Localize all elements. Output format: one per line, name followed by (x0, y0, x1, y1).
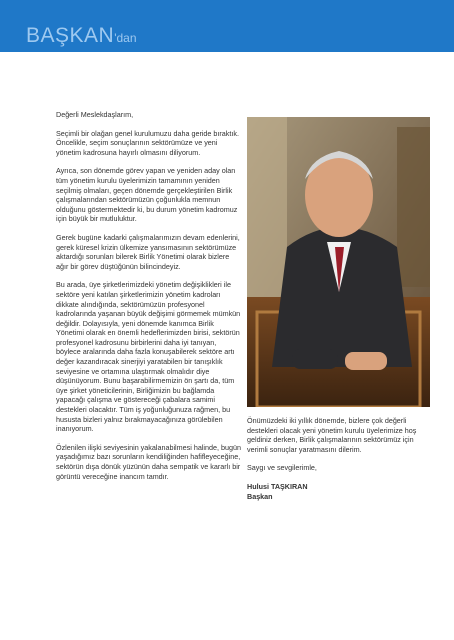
page-title-suffix: 'dan (114, 31, 137, 45)
paragraph: Seçimli bir olağan genel kurulumuzu daha geride bıraktık. Öncelikle, seçim sonuçlarının sektörümüze ve yeni yönetim kadrosuna hayırlı olmasını diliyorum. (56, 128, 239, 157)
page-title (26, 24, 137, 48)
paragraph: Özlenilen ilişki seviyesinin yakalanabilmesi halinde, bugün yaşadığımız bazı sorunların kendiliğinden hafifleyeceğine, sektörün dışa dönük yüzünün daha sempatik ve kararlı bir görüntü vereceğine inancım tamdır. (56, 442, 241, 481)
closing: Saygı ve sevgilerimle, (247, 463, 317, 473)
paragraph: Gerek bugüne kadarki çalışmalarımızın devam edenlerini, gerek küresel krizin ülkemize yansımasının sektörümüze aktardığı sorunları bilerek Birlik Yönetimi olarak bizlere ağır bir görev düştüğünün bilincindeyiz. (56, 232, 240, 271)
letter-left-column (56, 110, 242, 490)
greeting: Değerli Meslekdaşlarım, (56, 110, 134, 119)
paragraph: Bu arada, üye şirketlerimizdeki yönetim değişiklikleri ile sektöre yeni katılan şirketlerimizin yönetim kadroları dikkate alındığında, sektörümüzün profesyonel kadrolarında yaşanan büyük değişimi görmemek mümkün değildir. Dolayısıyla, yeni dönemde kanımca Birlik Yönetimi olarak en önemli hedeflerimizden birisi, sektörün profesyonel kadrosunu birbirlerini daha iyi tanıyan, böylece aralarında daha fazla konuşabilerek sektöre artı değer kazandıracak sinerjiyi yaratabilen bir tanışıklık seviyesine ve ortamına ulaştırmak olmalıdır diye düşünüyorum. Bunu başarabilirmemizin ön şartı da, tüm üye şirket yöneticilerinin, Birliğimizin bu bağlamda yapacağı çalışma ve göstereceği çabalara samimi destekleri olacaktır. Tüm iş yoğunluğunuza rağmen, bu hususta bizleri yalnız bırakmayacağınıza görülebilen inanıyorum. (56, 280, 241, 434)
president-photo (247, 117, 430, 407)
signature-title: Başkan (247, 491, 273, 501)
signature (247, 482, 431, 501)
page-title-main: BAŞKAN (26, 24, 115, 47)
letter-right-column (247, 416, 431, 510)
header-bar (0, 0, 454, 52)
portrait-image (247, 117, 430, 407)
paragraph: Önümüzdeki iki yıllık dönemde, bizlere çok değerli destekleri olacak yeni yönetim kurulu üyelerimize hoş geldiniz derken, Birlik çalışmalarının sektörümüz için verimli sonuçlar yaratmasını dilerim. (247, 416, 417, 454)
signature-name: Hulusi TAŞKIRAN (247, 481, 308, 491)
paragraph: Ayrıca, son dönemde görev yapan ve yeniden aday olan tüm yönetim kurulu üyelerimizin tamamının yeniden seçilmiş olmaları, geçen dönemde gerçekleştirilen Birlik çalışmalarından sektörümüzün çoğunlukla memnun olduğunu göstermektedir ki, bu durum yönetim kadromuz için büyük bir mutluluktur. (56, 166, 238, 224)
